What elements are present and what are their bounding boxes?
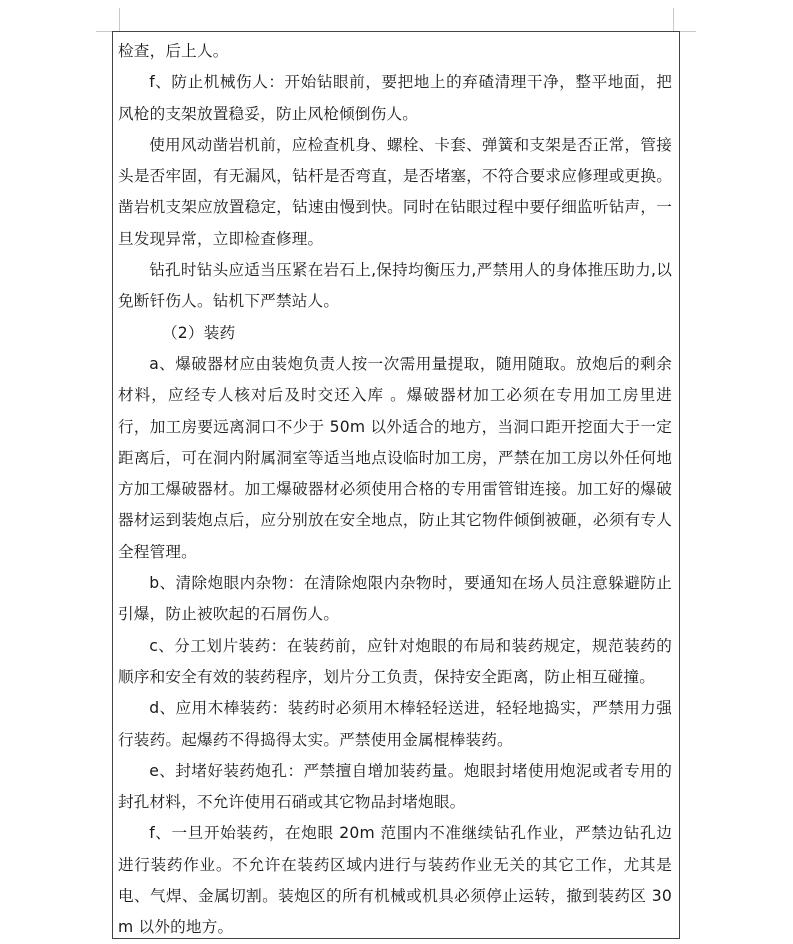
paragraph-b-clear-holes: b、清除炮眼内杂物：在清除炮限内杂物时，要通知在场人员注意躲避防止引爆，防止被吹起的石屑伤人。 (118, 574, 672, 624)
paragraph-rock-drill-inspection: 使用风动凿岩机前，应检查机身、螺栓、卡套、弹簧和支架是否正常，管接头是否牢固，有无漏风，钻杆是否弯直，是否堵塞，不符合要求应修理或更换。凿岩机支架应放置稳定，钻速由慢到快。同时在钻眼过程中要仔细监听钻声，一旦发现异常，立即检查修理。 (118, 135, 672, 248)
paragraph-continuation: 检查，后上人。 (118, 42, 229, 60)
paragraph-f-start-charging: f、一旦开始装药，在炮眼 20m 范围内不准继续钻孔作业，严禁边钻孔边进行装药作业。不允许在装药区域内进行与装药作业无关的其它工作，尤其是电、气焊、金属切割。装炮区的所有机械或机具必须停止运转，撤到装药区 30m 以外的地方。 (118, 824, 672, 937)
paragraph-drilling-pressure: 钻孔时钻头应适当压紧在岩石上,保持均衡压力,严禁用人的身体推压助力,以免断钎伤人。钻机下严禁站人。 (118, 261, 672, 311)
crop-mark-top-left-vertical (119, 8, 120, 31)
paragraph-c-divided-charging: c、分工划片装药：在装药前，应针对炮眼的布局和装药规定，规范装药的顺序和安全有效的装药程序，划片分工负责，保持安全距离，防止相互碰撞。 (118, 636, 672, 686)
crop-mark-top-right-horizontal (680, 31, 696, 32)
paragraph-a-blasting-materials: a、爆破器材应由装炮负责人按一次需用量提取，随用随取。放炮后的剩余材料，应经专人核对后及时交还入库 。爆破器材加工必须在专用加工房里进行，加工房要远离洞口不少于 50m 以外适合的地方，当洞口距开挖面大于一定距离后，可在洞内附属洞室等适当地点设临时加工房，严禁在加工房以外任何地方加工爆破器材。加工爆破器材必须使用合格的专用雷管钳连接。加工好的爆破器材运到装炮点后，应分别放在安全地点，防止其它物件倾倒被砸，必须有专人全程管理。 (118, 354, 672, 561)
crop-mark-top-right-vertical (673, 8, 674, 31)
section-heading-charging: （2）装药 (162, 323, 236, 342)
document-body (118, 36, 672, 944)
paragraph-d-wooden-rod: d、应用木棒装药：装药时必须用木棒轻轻送进，轻轻地捣实，严禁用力强行装药。起爆药不得捣得太实。严禁使用金属棍棒装药。 (118, 699, 672, 749)
paragraph-f-prevent-machine-injury: f、防止机械伤人：开始钻眼前，要把地上的弃碴清理干净，整平地面，把风枪的支架放置稳妥，防止风枪倾倒伤人。 (118, 73, 672, 123)
paragraph-e-seal-holes: e、封堵好装药炮孔：严禁擅自增加装药量。炮眼封堵使用炮泥或者专用的封孔材料，不允许使用石硝或其它物品封堵炮眼。 (118, 761, 672, 812)
crop-mark-top-left-horizontal (96, 31, 112, 32)
